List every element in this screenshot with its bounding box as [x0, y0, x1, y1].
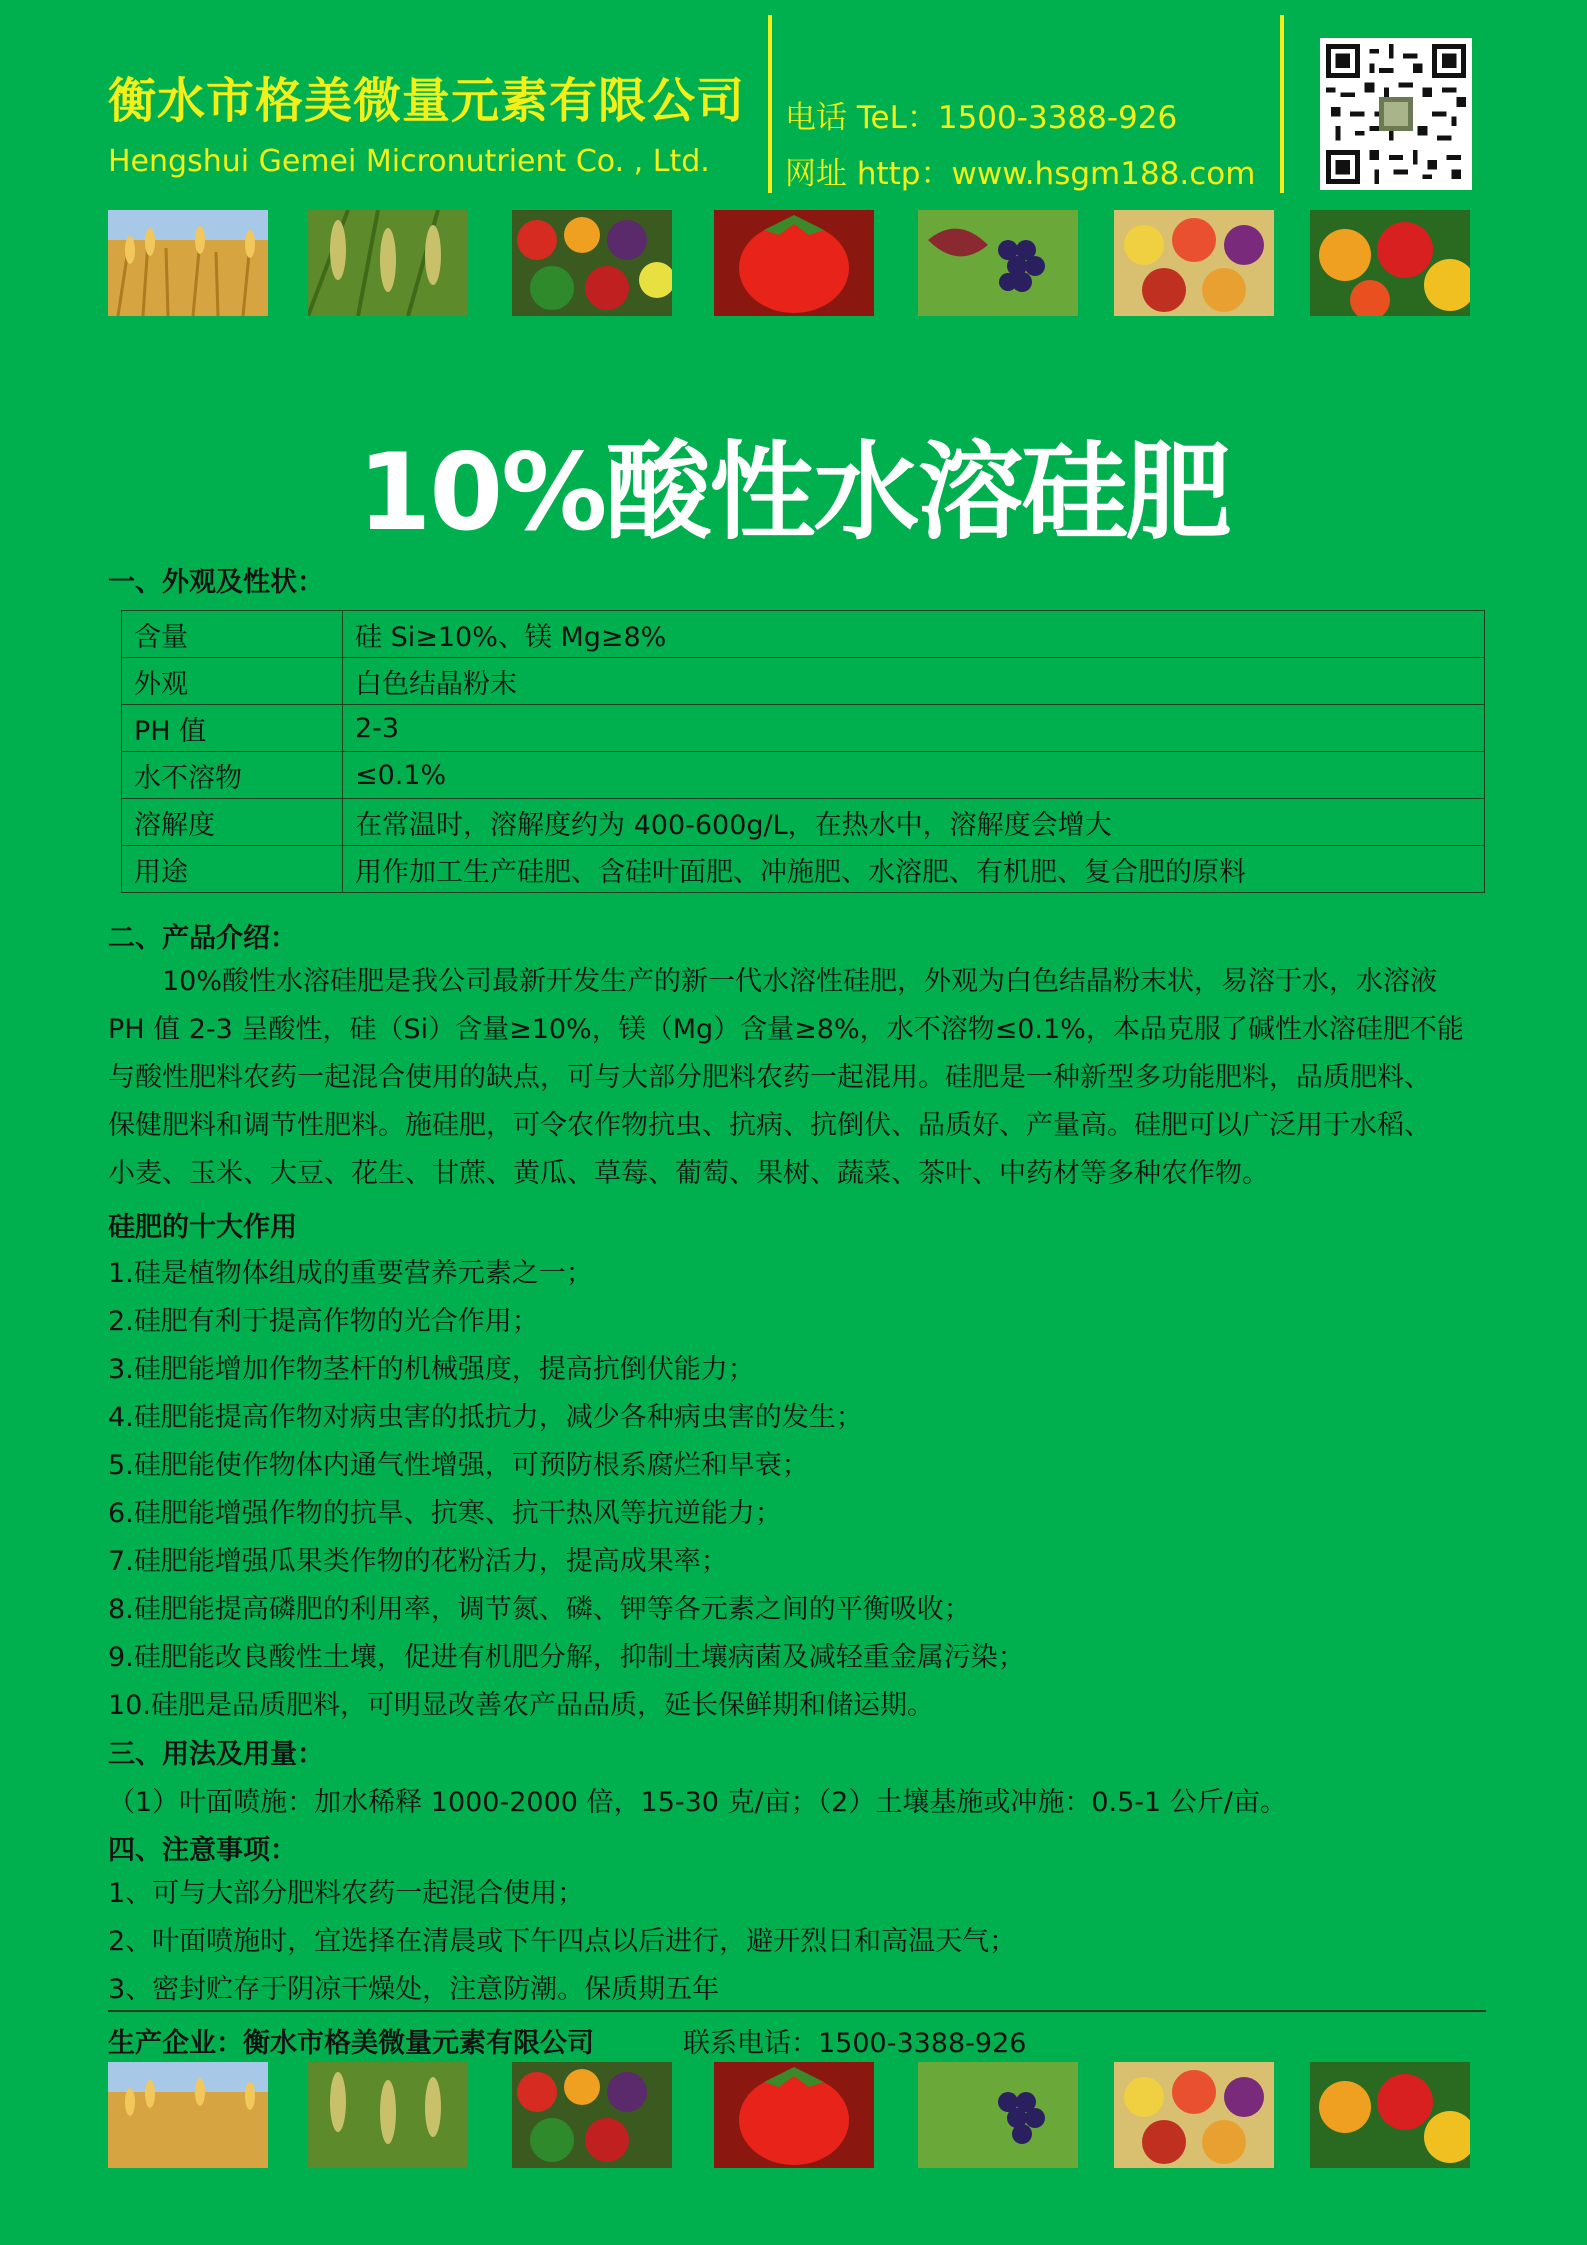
usage-text: （1）叶面喷施：加水稀释 1000-2000 倍，15-30 克/亩；（2）土壤基施或冲施：0.5-1 公斤/亩。: [108, 1787, 1287, 1818]
notes-list: [108, 1870, 1488, 2014]
spec-key: 水不溶物: [122, 752, 343, 799]
list-item: 1.硅是植物体组成的重要营养元素之一；: [108, 1258, 593, 1289]
section-usage-heading: 三、用法及用量：: [108, 1739, 324, 1770]
spec-key: 溶解度: [122, 799, 343, 846]
website-link[interactable]: 网址 http：www.hsgm188.com: [785, 156, 1256, 192]
list-item: 6.硅肥能增强作物的抗旱、抗寒、抗干热风等抗逆能力；: [108, 1498, 782, 1529]
list-item: 2.硅肥有利于提高作物的光合作用；: [108, 1306, 539, 1337]
section-notes-heading: 四、注意事项：: [108, 1835, 297, 1866]
strawberry-photo: [714, 210, 874, 316]
company-name-en: Hengshui Gemei Micronutrient Co. , Ltd.: [108, 144, 710, 179]
list-item: 10.硅肥是品质肥料，可明显改善农产品品质，延长保鲜期和储运期。: [108, 1690, 934, 1721]
footer-contact: 联系电话：1500-3388-926: [683, 2028, 1027, 2059]
spec-value: 2-3: [343, 705, 1485, 752]
intro-line: 10%酸性水溶硅肥是我公司最新开发生产的新一代水溶性硅肥，外观为白色结晶粉末状，易溶于水，水溶液: [108, 966, 1438, 997]
spec-key: 含量: [122, 611, 343, 658]
table-row: [122, 752, 1485, 799]
intro-paragraph: [108, 958, 1488, 1198]
spec-value: 白色结晶粉末: [343, 658, 1485, 705]
table-row: [122, 611, 1485, 658]
rice-photo: [308, 210, 468, 316]
footer-divider: [108, 2010, 1486, 2012]
vegetables-photo: [512, 210, 672, 316]
spec-value: 用作加工生产硅肥、含硅叶面肥、冲施肥、水溶肥、有机肥、复合肥的原料: [343, 846, 1485, 893]
citrus-photo: [1310, 210, 1470, 316]
list-item: 7.硅肥能增强瓜果类作物的花粉活力，提高成果率；: [108, 1546, 728, 1577]
section-intro-heading: 二、产品介绍：: [108, 923, 297, 954]
functions-list: [108, 1250, 1488, 1730]
fruits-photo: [1114, 210, 1274, 316]
spec-key: 外观: [122, 658, 343, 705]
list-item: 5.硅肥能使作物体内通气性增强，可预防根系腐烂和早衰；: [108, 1450, 809, 1481]
page-title: 10%酸性水溶硅肥: [357, 431, 1230, 554]
strawberry-photo: [714, 2062, 874, 2168]
list-item: 1、可与大部分肥料农药一起混合使用；: [108, 1878, 585, 1909]
fruits-photo: [1114, 2062, 1274, 2168]
wheat-photo: [108, 210, 268, 316]
phone-text: 电话 TeL：1500-3388-926: [785, 100, 1178, 136]
table-row: [122, 658, 1485, 705]
grapes-photo: [918, 210, 1078, 316]
spec-value: 在常温时，溶解度约为 400-600g/L，在热水中，溶解度会增大: [343, 799, 1485, 846]
intro-line: PH 值 2-3 呈酸性，硅（Si）含量≥10%，镁（Mg）含量≥8%，水不溶物≤0.1%，本品克服了碱性水溶硅肥不能: [108, 1014, 1464, 1045]
spec-key: 用途: [122, 846, 343, 893]
producer-text: 生产企业：衡水市格美微量元素有限公司: [108, 2028, 594, 2059]
section-appearance-heading: 一、外观及性状：: [108, 567, 324, 598]
table-row: [122, 846, 1485, 893]
grapes-photo: [918, 2062, 1078, 2168]
table-row: [122, 705, 1485, 752]
header-divider-right: [1280, 15, 1284, 193]
header-divider-left: [768, 15, 772, 193]
qr-code-image: [1320, 38, 1472, 190]
list-item: 4.硅肥能提高作物对病虫害的抵抗力，减少各种病虫害的发生；: [108, 1402, 863, 1433]
intro-line: 与酸性肥料农药一起混合使用的缺点，可与大部分肥料农药一起混用。硅肥是一种新型多功能肥料，品质肥料、: [108, 1062, 1431, 1093]
vegetables-photo: [512, 2062, 672, 2168]
rice-photo: [308, 2062, 468, 2168]
list-item: 3.硅肥能增加作物茎杆的机械强度，提高抗倒伏能力；: [108, 1354, 755, 1385]
functions-subheading: 硅肥的十大作用: [108, 1212, 297, 1243]
list-item: 9.硅肥能改良酸性土壤，促进有机肥分解，抑制土壤病菌及减轻重金属污染；: [108, 1642, 1025, 1673]
intro-line: 小麦、玉米、大豆、花生、甘蔗、黄瓜、草莓、葡萄、果树、蔬菜、茶叶、中药材等多种农作物。: [108, 1158, 1269, 1189]
company-name-cn: 衡水市格美微量元素有限公司: [108, 73, 746, 129]
wheat-photo: [108, 2062, 268, 2168]
spec-key: PH 值: [122, 705, 343, 752]
spec-value: 硅 Si≥10%、镁 Mg≥8%: [343, 611, 1485, 658]
spec-table: [121, 610, 1485, 893]
list-item: 2、叶面喷施时，宜选择在清晨或下午四点以后进行，避开烈日和高温天气；: [108, 1926, 1017, 1957]
list-item: 3、密封贮存于阴凉干燥处，注意防潮。保质期五年: [108, 1974, 720, 2005]
list-item: 8.硅肥能提高磷肥的利用率，调节氮、磷、钾等各元素之间的平衡吸收；: [108, 1594, 971, 1625]
table-row: [122, 799, 1485, 846]
intro-line: 保健肥料和调节性肥料。施硅肥，可令农作物抗虫、抗病、抗倒伏、品质好、产量高。硅肥可以广泛用于水稻、: [108, 1110, 1431, 1141]
citrus-photo: [1310, 2062, 1470, 2168]
spec-value: ≤0.1%: [343, 752, 1485, 799]
